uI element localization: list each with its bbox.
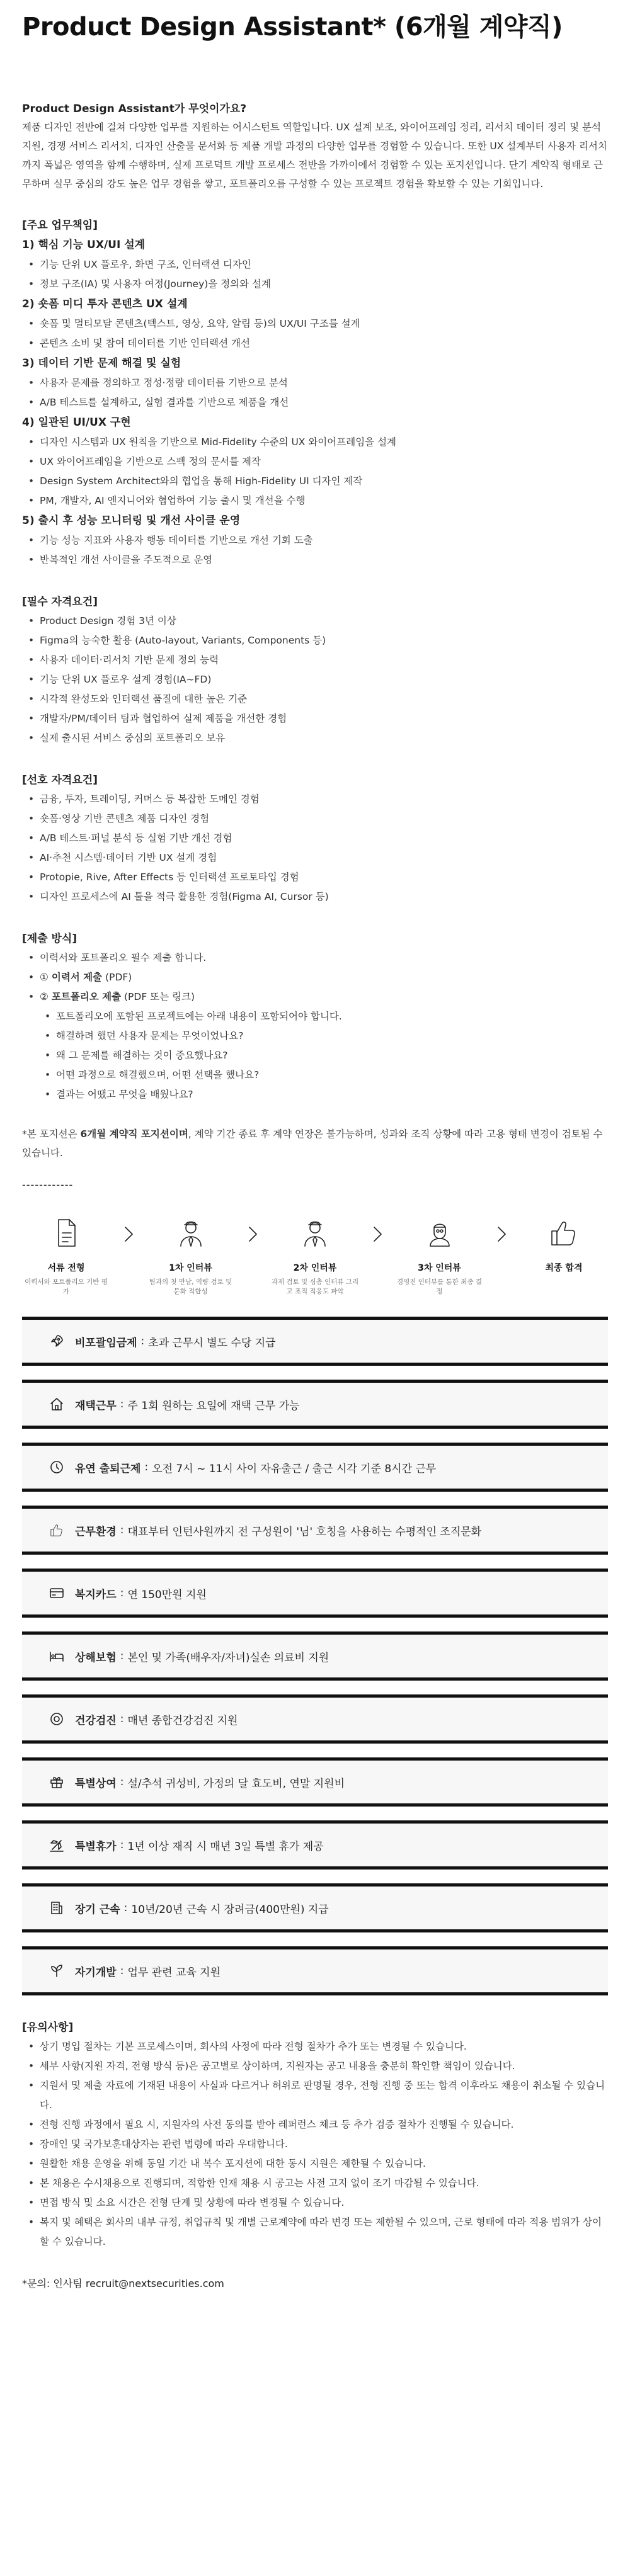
benefit-separator: : [120,1776,124,1788]
preferred-item: • 금융, 투자, 트레이딩, 커머스 등 복잡한 도메인 경험 [40,790,608,809]
benefit-item [22,1946,608,1995]
benefit-value: 연 150만원 지원 [127,1588,207,1601]
process-step-title: 1차 인터뷰 [169,1263,212,1273]
benefits-list [22,1317,608,1995]
benefit-separator: : [120,1650,124,1662]
resume-label: 이력서 제출 [51,972,103,983]
benefit-label: 비포괄임금제 [75,1336,137,1349]
document-icon [22,1216,110,1252]
portfolio-requirement-item: • 포트폴리오에 포함된 프로젝트에는 아래 내용이 포함되어야 합니다. [56,1007,608,1026]
checkup-icon [49,1711,65,1727]
interviewer-icon [271,1216,359,1252]
process-step-title: 3차 인터뷰 [418,1263,461,1273]
notice-item: • 장애인 및 국가보훈대상자는 관련 법령에 따라 우대합니다. [40,2135,608,2154]
required-heading: [필수 자격요건] [22,596,98,608]
preferred-section [22,771,608,907]
portfolio-requirement-item: • 어떤 과정으로 해결했으며, 어떤 선택을 했나요? [56,1065,608,1085]
contact-info: *문의: 인사팀 recruit@nextsecurities.com [22,2278,224,2289]
notice-item: • 복지 및 혜택은 회사의 내부 규정, 취업규칙 및 개별 근로계약에 따라 변경 또는 제한될 수 있으며, 근로 형태에 따라 적용 범위가 상이할 수 있습니다. [40,2213,608,2252]
required-item: • Figma의 능숙한 활용 (Auto-layout, Variants, Components 등) [40,631,608,650]
resume-number: ① [40,972,49,983]
executive-icon [396,1216,484,1252]
duty-item: • 기능 성능 지표와 사용자 행동 데이터를 기반으로 개선 기회 도출 [40,531,608,550]
duty-group-items [22,531,608,570]
preferred-heading: [선호 자격요건] [22,774,98,786]
duty-item: • 디자인 시스템과 UX 원칙을 기반으로 Mid-Fidelity 수준의 UX 와이어프레임을 설계 [40,433,608,452]
benefit-label: 복지카드 [75,1588,117,1601]
benefit-label: 장기 근속 [75,1903,120,1916]
duty-item: • Design System Architect와의 협업을 통해 High-Fidelity UI 디자인 제작 [40,472,608,491]
process-step [22,1216,110,1297]
benefit-item [22,1380,608,1429]
thumbs-up-icon [520,1216,608,1252]
process-step-desc: 과제 검토 및 심층 인터뷰 그리고 조직 적응도 파악 [271,1278,359,1295]
chevron-right-icon [365,1216,390,1244]
resume-format: (PDF) [105,972,132,983]
intro-heading: Product Design Assistant가 무엇이가요? [22,103,247,115]
home-icon [49,1396,65,1412]
benefit-item [22,1506,608,1555]
portfolio-requirement-item: • 왜 그 문제를 해결하는 것이 중요했나요? [56,1046,608,1065]
duty-item: • 반복적인 개선 사이클을 주도적으로 운영 [40,550,608,570]
duty-group-items [22,255,608,294]
interviewer-icon [147,1216,235,1252]
required-item: • 사용자 데이터·리서치 기반 문제 정의 능력 [40,650,608,670]
required-item: • Product Design 경험 3년 이상 [40,611,608,631]
chevron-right-icon [240,1216,265,1244]
benefit-label: 특별상여 [75,1777,117,1790]
process-step-desc: 이력서와 포트폴리오 기반 평가 [25,1278,108,1295]
benefit-value: 10년/20년 근속 시 장려금(400만원) 지급 [131,1903,329,1916]
process-step [271,1216,359,1297]
submission-intro: • 이력서와 포트폴리오 필수 제출 합니다. [40,948,608,968]
process-step [396,1216,484,1297]
portfolio-requirement-item: • 해결하려 했던 사용자 문제는 무엇이었나요? [56,1026,608,1046]
preferred-item: • A/B 테스트·퍼널 분석 등 실험 기반 개선 경험 [40,829,608,848]
duties-heading: [주요 업무책임] [22,219,98,232]
submission-section [22,929,608,1104]
benefit-label: 특별휴가 [75,1840,117,1853]
portfolio-label: 포트폴리오 제출 [51,991,122,1002]
benefit-separator: : [123,1902,128,1914]
benefit-separator: : [120,1524,124,1536]
process-step [147,1216,235,1297]
benefit-label: 유연 출퇴근제 [75,1462,141,1475]
duty-item: • PM, 개발자, AI 엔지니어와 협업하여 기능 출시 및 개선을 수행 [40,491,608,511]
benefit-item [22,1883,608,1932]
chevron-right-icon [489,1216,514,1244]
benefit-value: 오전 7시 ~ 11시 사이 자유출근 / 출근 시각 기준 8시간 근무 [152,1462,437,1475]
duty-group-title: 2) 숏폼 미디 투자 콘텐츠 UX 설계 [22,298,188,310]
benefit-value: 주 1회 원하는 요일에 재택 근무 가능 [127,1399,300,1412]
resume-item [40,968,608,987]
benefit-label: 건강검진 [75,1714,117,1727]
notice-item: • 전형 진행 과정에서 필요 시, 지원자의 사전 동의를 받아 레퍼런스 체크 등 추가 검증 절차가 진행될 수 있습니다. [40,2115,608,2135]
notice-item: • 본 채용은 수시채용으로 진행되며, 적합한 인재 채용 시 공고는 사전 고지 없이 조기 마감될 수 있습니다. [40,2174,608,2193]
portfolio-requirement-item: • 결과는 어땠고 무엇을 배웠나요? [56,1085,608,1104]
contract-note [22,1125,608,1162]
benefit-separator: : [120,1587,124,1599]
portfolio-item [40,987,608,1007]
divider: ------------ [22,1179,74,1191]
duties-groups [22,235,608,570]
vacation-icon [49,1837,65,1853]
process-step-title: 서류 전형 [47,1263,85,1273]
building-icon [49,1900,65,1916]
process-step-desc: 팀과의 첫 만남, 역량 검토 및 문화 적합성 [149,1278,232,1295]
benefit-value: 본인 및 가족(배우자/자녀)실손 의료비 지원 [127,1651,329,1664]
required-item: • 시각적 완성도와 인터랙션 품질에 대한 높은 기준 [40,689,608,709]
process-step-desc: 경영진 인터뷰를 통한 최종 결정 [396,1278,483,1295]
benefit-separator: : [120,1839,124,1851]
duty-item: • 콘텐츠 소비 및 참여 데이터를 기반 인터랙션 개선 [40,334,608,353]
required-list [22,611,608,748]
benefit-item [22,1569,608,1618]
hiring-process [22,1216,608,1310]
benefit-value: 초과 근무시 별도 수당 지급 [148,1336,276,1349]
benefit-separator: : [140,1335,145,1348]
duty-group-items [22,373,608,412]
duty-item: • 기능 단위 UX 플로우, 화면 구조, 인터랙션 디자인 [40,255,608,275]
benefit-label: 근무환경 [75,1525,117,1538]
preferred-item: • Protopie, Rive, After Effects 등 인터랙션 프로토타입 경험 [40,868,608,887]
bed-icon [49,1648,65,1664]
duty-group-items [22,433,608,511]
duty-group-title: 5) 출시 후 성능 모니터링 및 개선 사이클 운영 [22,514,241,527]
benefit-separator: : [120,1398,124,1410]
preferred-list [22,790,608,907]
benefit-item [22,1757,608,1807]
benefit-separator: : [144,1461,149,1473]
duty-item: • A/B 테스트를 설계하고, 실험 결과를 기반으로 제품을 개선 [40,393,608,412]
benefit-value: 업무 관련 교육 지원 [127,1966,221,1979]
benefit-separator: : [120,1965,124,1977]
clock-icon [49,1459,65,1475]
required-item: • 기능 단위 UX 플로우 설계 경험(IA~FD) [40,670,608,689]
card-icon [49,1585,65,1601]
rocket-icon [49,1333,65,1349]
benefit-item [22,1631,608,1681]
required-item: • 실제 출시된 서비스 중심의 포트폴리오 보유 [40,729,608,748]
required-section [22,593,608,748]
benefit-item [22,1694,608,1744]
note-prefix: *본 포지션은 [22,1128,81,1140]
benefit-label: 자기개발 [75,1966,117,1979]
notice-item: • 원활한 채용 운영을 위해 동일 기간 내 복수 포지션에 대한 동시 지원은 제한될 수 있습니다. [40,2154,608,2174]
notice-item: • 면접 방식 및 소요 시간은 전형 단계 및 상황에 따라 변경될 수 있습니다. [40,2193,608,2213]
duty-group-title: 4) 일관된 UI/UX 구현 [22,416,131,429]
chevron-right-icon [116,1216,141,1244]
growth-icon [49,1963,65,1979]
duties-section [22,216,608,570]
portfolio-requirements [22,1007,608,1104]
benefit-item [22,1317,608,1366]
intro-body: 제품 디자인 전반에 걸쳐 다양한 업무를 지원하는 어시스턴트 역할입니다. UX 설계 보조, 와이어프레임 정리, 리서치 데이터 정리 및 분석 지원, 경쟁 서비스 리서치, 디자인 산출물 문서화 등 제품 개발 과정의 다양한 업무를 경험할 수 있습니다. 또한 UX 설계부터 사용자 리서치까지 폭넓은 영역을 함께 수행하며, 실제 프로덕트 개발 프로세스 전반을 가까이에서 경험할 수 있는 포지션입니다. 단기 계약직 형태로 근무하며 실무 중심의 강도 높은 업무 경험을 쌓고, 포트폴리오를 구성할 수 있는 프로젝트 경험을 확보할 수 있는 기회입니다. [22,122,607,190]
portfolio-number: ② [40,991,49,1002]
notice-item: • 상기 명입 절차는 기본 프로세스이며, 회사의 사정에 따라 전형 절차가 추가 또는 변경될 수 있습니다. [40,2037,608,2057]
notices-list [22,2037,608,2252]
note-suffix: , 계약 기간 종료 후 계약 연장은 불가능하며, 성과와 조직 상황에 따라 고용 형태 변경이 검토될 수 있습니다. [22,1128,603,1159]
duty-group-title: 1) 핵심 기능 UX/UI 설계 [22,239,146,251]
benefit-label: 재택근무 [75,1399,117,1412]
process-step-title: 2차 인터뷰 [293,1263,337,1273]
thumbs-up-icon [49,1522,65,1538]
notice-item: • 지원서 및 제출 자료에 기재된 내용이 사실과 다르거나 허위로 판명될 경우, 전형 진행 중 또는 합격 이후라도 채용이 취소될 수 있습니다. [40,2076,608,2115]
process-step [520,1216,608,1278]
duty-item: • 정보 구조(IA) 및 사용자 여정(Journey)을 정의와 설계 [40,275,608,294]
duty-item: • 숏폼 및 멀티모달 콘텐츠(텍스트, 영상, 요약, 알림 등)의 UX/UI 구조를 설계 [40,314,608,334]
benefit-value: 매년 종합건강검진 지원 [127,1714,238,1727]
benefit-separator: : [120,1713,124,1725]
notices-section [22,2018,608,2252]
duty-group-title: 3) 데이터 기반 문제 해결 및 실험 [22,357,181,370]
required-item: • 개발자/PM/데이터 팀과 협업하여 실제 제품을 개선한 경험 [40,709,608,729]
notices-heading: [유의사항] [22,2021,74,2034]
benefit-value: 1년 이상 재직 시 매년 3일 특별 휴가 제공 [127,1840,324,1853]
page-title: Product Design Assistant* (6개월 계약직) [22,13,563,42]
note-bold: 6개월 계약직 포지션이며 [80,1128,188,1140]
duty-group-items [22,314,608,353]
preferred-item: • 숏폼·영상 기반 콘텐츠 제품 디자인 경험 [40,809,608,829]
benefit-item [22,1820,608,1870]
benefit-value: 대표부터 인턴사원까지 전 구성원이 '님' 호칭을 사용하는 수평적인 조직문화 [127,1525,482,1538]
benefit-value: 설/추석 귀성비, 가정의 달 효도비, 연말 지원비 [127,1777,345,1790]
submission-list [22,948,608,1007]
portfolio-format: (PDF 또는 링크) [124,991,195,1002]
duty-item: • 사용자 문제를 정의하고 정성·정량 데이터를 기반으로 분석 [40,373,608,393]
duty-item: • UX 와이어프레임을 기반으로 스펙 정의 문서를 제작 [40,452,608,472]
submission-heading: [제출 방식] [22,933,77,945]
process-step-title: 최종 합격 [545,1263,583,1273]
benefit-label: 상해보험 [75,1651,117,1664]
benefit-item [22,1443,608,1492]
preferred-item: • 디자인 프로세스에 AI 툴을 적극 활용한 경험(Figma AI, Cursor 등) [40,887,608,907]
gift-icon [49,1774,65,1790]
preferred-item: • AI·추천 시스템·데이터 기반 UX 설계 경험 [40,848,608,868]
notice-item: • 세부 사항(지원 자격, 전형 방식 등)은 공고별로 상이하며, 지원자는 공고 내용을 충분히 확인할 책임이 있습니다. [40,2057,608,2076]
